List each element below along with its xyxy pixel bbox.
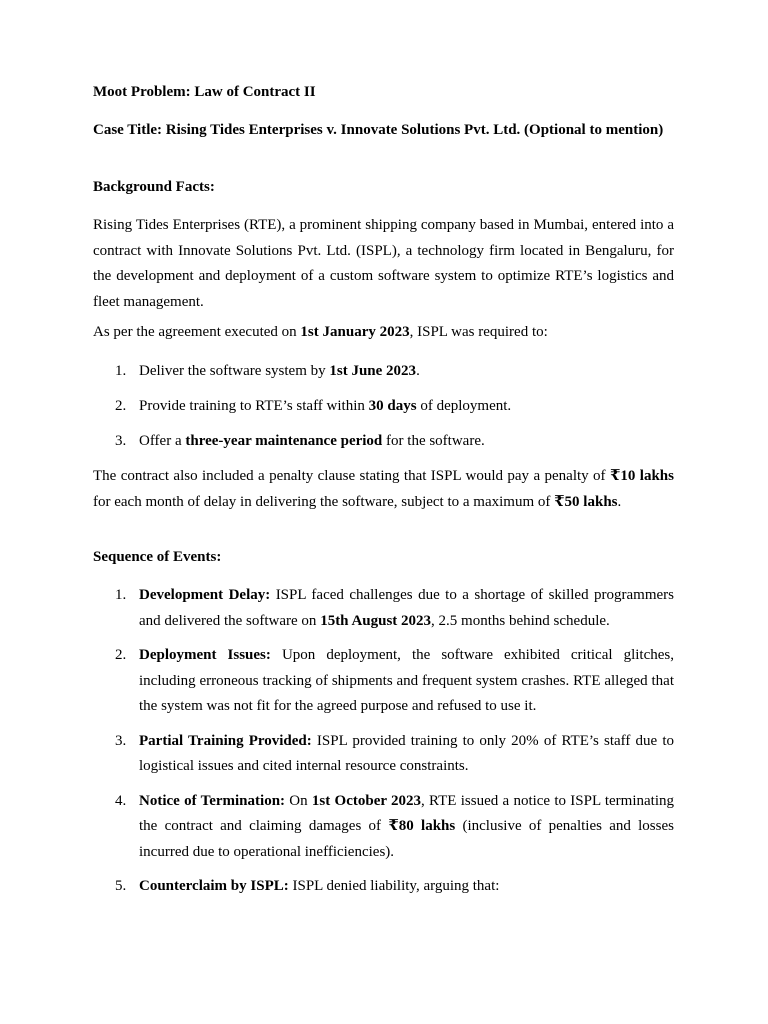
list-item: 2. Deployment Issues: Upon deployment, the software exhibited critical glitches, including erroneous tracking of shipments and frequent system crashes. RTE alleged that the system was not fit for the agreed purpose and refused to use it.	[115, 647, 674, 714]
list-item: 3. Offer a three-year maintenance period for the software.	[115, 432, 485, 449]
events-heading: Sequence of Events:	[93, 549, 222, 565]
list-item: 1. Development Delay: ISPL faced challenges due to a shortage of skilled programmers and delivered the software on 15th August 2023, 2.5 months behind schedule.	[115, 587, 674, 629]
agreement-paragraph: As per the agreement executed on 1st January 2023, ISPL was required to:	[93, 324, 548, 340]
requirements-list	[93, 359, 674, 454]
events-list	[93, 583, 674, 900]
list-item: 5. Counterclaim by ISPL: ISPL denied liability, arguing that:	[115, 878, 500, 894]
penalty-paragraph: The contract also included a penalty clause stating that ISPL would pay a penalty of ₹10 lakhs for each month of delay in delivering the software, subject to a maximum of ₹50 lakhs.	[93, 468, 674, 510]
list-item: 4. Notice of Termination: On 1st October 2023, RTE issued a notice to ISPL terminating the contract and claiming damages of ₹80 lakhs (inclusive of penalties and losses incurred due to operational inefficiencies).	[115, 792, 675, 860]
background-paragraph: Rising Tides Enterprises (RTE), a prominent shipping company based in Mumbai, entered into a contract with Innovate Solutions Pvt. Ltd. (ISPL), a technology firm located in Bengaluru, for the development and deployment of a custom software system to optimize RTE’s logistics and fleet management.	[93, 217, 674, 310]
background-heading: Background Facts:	[93, 179, 215, 195]
document-title: Moot Problem: Law of Contract II	[93, 84, 316, 100]
case-title: Case Title: Rising Tides Enterprises v. Innovate Solutions Pvt. Ltd. (Optional to mention)	[93, 122, 664, 138]
list-item: 3. Partial Training Provided: ISPL provided training to only 20% of RTE’s staff due to logistical issues and cited internal resource constraints.	[115, 732, 674, 774]
list-item: 2. Provide training to RTE’s staff within 30 days of deployment.	[115, 398, 512, 414]
list-item: 1. Deliver the software system by 1st June 2023.	[115, 363, 420, 379]
